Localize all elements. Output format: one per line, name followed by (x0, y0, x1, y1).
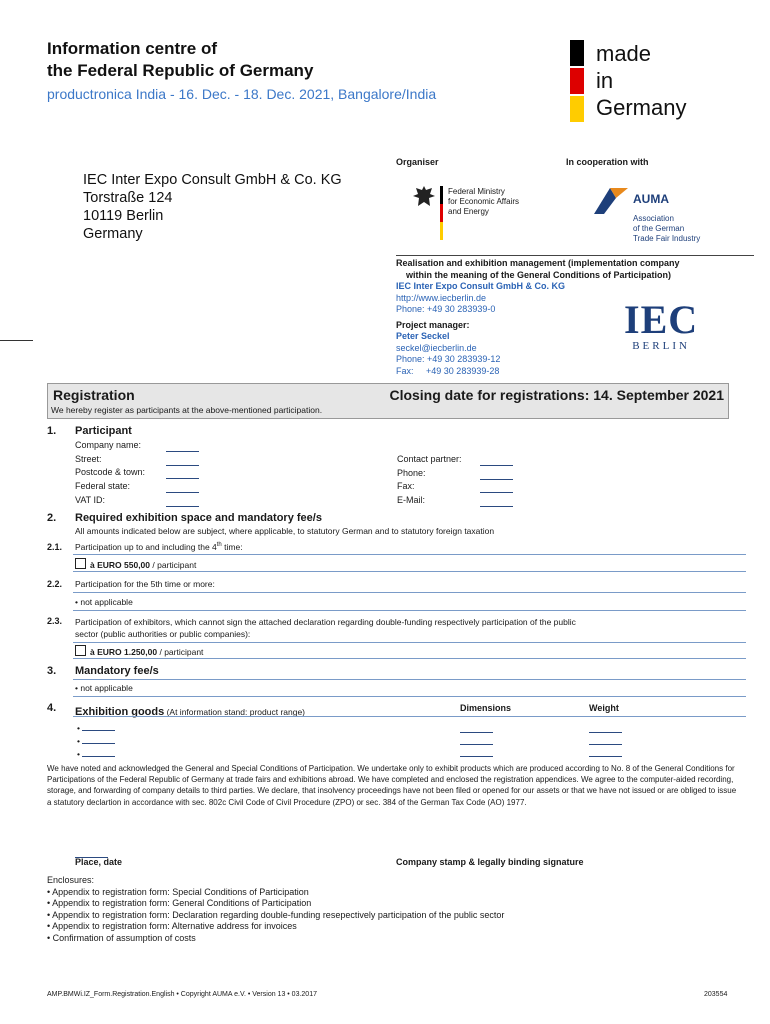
management-heading-2: within the meaning of the General Conditions of Participation) (406, 269, 672, 280)
section21-text-b: time: (221, 542, 243, 552)
bullet: • (77, 736, 80, 746)
section1-title: Participant (75, 425, 132, 437)
enclosure-item: • Appendix to registration form: General Conditions of Participation (47, 898, 312, 909)
street-label: Street: (75, 453, 102, 464)
event-subtitle: productronica India - 16. Dec. - 18. Dec. 2021, Bangalore/India (47, 86, 437, 102)
option-21 (75, 558, 196, 570)
goods-item (77, 734, 115, 747)
address-line: Torstraße 124 (83, 190, 173, 206)
iec-berlin-logo (624, 297, 699, 352)
weight-fields (589, 723, 622, 759)
dimensions-fields (460, 723, 493, 759)
rule (73, 592, 746, 593)
footer-left: AMP.BMWi.IZ_Form.Registration.English • Copyright AUMA e.V. • Version 13 • 03.2017 (47, 991, 317, 998)
enclosure-item: • Appendix to registration form: Declaration regarding double-funding resepectively participation of the public sector (47, 909, 505, 920)
footer-right: 203554 (704, 991, 728, 998)
section4-number: 4. (47, 702, 57, 714)
option-21-unit: / participant (150, 560, 197, 570)
phone-field[interactable] (480, 470, 513, 480)
section21-number: 2.1. (47, 542, 63, 552)
stamp-signature-label: Company stamp & legally binding signature (396, 857, 584, 867)
registration-title: Registration (53, 387, 135, 403)
document-title (47, 38, 313, 82)
enclosures-label: Enclosures: (47, 875, 95, 885)
weight-header: Weight (589, 703, 619, 713)
title-line-2: the Federal Republic of Germany (47, 61, 314, 80)
option-23-price: à EURO 1.250,00 (90, 647, 158, 657)
participant-right-labels (397, 453, 462, 508)
section4-title: Exhibition goods (75, 706, 165, 718)
section3-value: • not applicable (75, 683, 133, 693)
iec-berlin-text: BERLIN (632, 340, 690, 352)
address-line: 10119 Berlin (83, 208, 164, 224)
enclosure-item: • Appendix to registration form: Special Conditions of Participation (47, 886, 309, 897)
declaration-text: We have noted and acknowledged the General and Special Conditions of Participation. We undertake only to exhibit products which are produced according to No. 8 of the General Conditions for Participations of the Federal Republic of Germany at trade fairs and exhibitions abroad. We have completed and enclosed the registration appendices. We agree to the computer-aided recording, storage, and forwarding of company details to third parties. We declare, that insolvency proceedings have not been filed or opened for our assets or that we have not issued or are obliged to issue a statutory declartion in accordance with sec. 802c Civil Code of Civil Procedure (ZPO) or sec. 384 of the German Tax Code (AO) 1977. (47, 764, 737, 807)
rule (73, 716, 746, 717)
management-url[interactable]: http://www.iecberlin.de (396, 292, 487, 303)
pm-label: Project manager: (396, 319, 470, 330)
weight-field[interactable] (589, 723, 622, 733)
fold-mark (0, 340, 33, 341)
postcode-town-field[interactable] (166, 469, 199, 479)
registration-header (47, 383, 729, 419)
rule (73, 658, 746, 659)
auma-tagline (633, 214, 700, 244)
flag-red-stripe (570, 68, 584, 94)
made-in-germany-logo (570, 38, 710, 124)
place-date-label: Place, date (75, 857, 123, 867)
rule (73, 679, 746, 680)
made-in-germany-text (596, 40, 686, 121)
bmwi-line: for Economic Affairs (448, 197, 519, 206)
flag-gold-stripe (570, 96, 584, 122)
option-21-price: à EURO 550,00 (90, 560, 151, 570)
german-flag-bar (440, 186, 443, 240)
dimensions-header: Dimensions (460, 703, 512, 713)
federal-state-field[interactable] (166, 483, 199, 493)
contact-partner-field[interactable] (480, 456, 513, 466)
mig-word-made: made (596, 41, 652, 66)
company-name-field[interactable] (166, 442, 199, 452)
pm-fax-label: Fax: (396, 365, 414, 376)
section23-number: 2.3. (47, 616, 63, 626)
option-23-unit: / participant (157, 647, 204, 657)
goods-list (77, 721, 115, 760)
section22-text: Participation for the 5th time or more: (75, 579, 215, 589)
section21-text-a: Participation up to and including the 4 (75, 542, 217, 552)
company-name-label: Company name: (75, 440, 142, 450)
section3-title: Mandatory fee/s (75, 665, 159, 677)
section4-title-note: (At information stand: product range) (164, 707, 306, 717)
participant-right-inputs (480, 455, 513, 510)
pm-fax (396, 366, 680, 378)
rule (73, 571, 746, 572)
option-21-checkbox[interactable] (75, 558, 86, 569)
goods-field[interactable] (82, 721, 115, 731)
pm-email[interactable]: seckel@iecberlin.de (396, 342, 477, 353)
flag-black-stripe (570, 40, 584, 66)
section21-sup: th (216, 542, 222, 549)
organiser-label: Organiser (396, 157, 439, 167)
management-heading-1: Realisation and exhibition management (implementation company (396, 258, 680, 268)
bmwi-line: Federal Ministry (448, 187, 505, 196)
fax-label: Fax: (397, 481, 415, 492)
auma-wordmark: AUMA (633, 192, 669, 206)
section2-note: All amounts indicated below are subject, where applicable, to statutory German and to statutory foreign taxation (75, 526, 495, 536)
vat-id-label: VAT ID: (75, 494, 106, 505)
contact-partner-label: Contact partner: (397, 454, 462, 464)
pm-name: Peter Seckel (396, 331, 450, 341)
registration-note: We hereby register as participants at the above-mentioned participation. (51, 405, 323, 415)
address-line: IEC Inter Expo Consult GmbH & Co. KG (83, 172, 342, 188)
participant-left-labels (75, 439, 145, 508)
auma-line: of the German (633, 224, 685, 233)
title-line-1: Information centre of (47, 39, 218, 58)
section23-text-2: sector (public authorities or public companies): (75, 629, 251, 639)
iec-wordmark: IEC (624, 297, 699, 342)
weight-field[interactable] (589, 735, 622, 745)
vat-id-field[interactable] (166, 497, 199, 507)
section3-number: 3. (47, 665, 57, 677)
goods-field[interactable] (82, 734, 115, 744)
cooperation-label: In cooperation with (566, 157, 649, 167)
goods-item (77, 721, 115, 734)
management-phone: Phone: +49 30 283939-0 (396, 304, 496, 314)
auma-mark-icon (590, 184, 630, 218)
rule (73, 642, 746, 643)
dimensions-field[interactable] (460, 723, 493, 733)
goods-item (77, 747, 115, 760)
rule (73, 610, 746, 611)
postcode-town-label: Postcode & town: (75, 467, 146, 478)
closing-date: Closing date for registrations: 14. September 2021 (389, 387, 724, 403)
pm-phone: Phone: +49 30 283939-12 (396, 354, 501, 364)
rule (73, 696, 746, 697)
auma-line: Association (633, 214, 674, 223)
section23-text (75, 616, 576, 640)
management-divider (396, 255, 754, 256)
street-field[interactable] (166, 456, 199, 466)
management-company: IEC Inter Expo Consult GmbH & Co. KG (396, 281, 566, 291)
section23-text-1: Participation of exhibitors, which cannot sign the attached declaration regarding double-funding respectively participation of the public (75, 617, 576, 627)
bullet: • (77, 723, 80, 733)
auma-line: Trade Fair Industry (633, 234, 701, 243)
option-23-checkbox[interactable] (75, 645, 86, 656)
mig-word-germany: Germany (596, 95, 687, 120)
phone-label: Phone: (397, 467, 426, 478)
auma-logo (590, 184, 630, 223)
enclosure-item: • Confirmation of assumption of costs (47, 932, 196, 943)
federal-state-label: Federal state: (75, 481, 131, 492)
weight-field[interactable] (589, 747, 622, 757)
enclosure-item: • Appendix to registration form: Alternative address for invoices (47, 921, 297, 932)
pm-fax-value: +49 30 283939-28 (426, 365, 500, 376)
bmwi-logo (412, 184, 436, 215)
organiser-address (83, 171, 342, 243)
address-line: Germany (83, 226, 143, 242)
option-23 (75, 645, 203, 657)
section21-text (75, 542, 243, 552)
goods-field[interactable] (82, 747, 115, 757)
bmwi-line: and Energy (448, 207, 489, 216)
email-field[interactable] (480, 497, 513, 507)
dimensions-field[interactable] (460, 735, 493, 745)
dimensions-field[interactable] (460, 747, 493, 757)
section22-value: • not applicable (75, 597, 133, 607)
eagle-icon (412, 184, 436, 210)
section1-number: 1. (47, 425, 57, 437)
bullet: • (77, 749, 80, 759)
participant-left-inputs (166, 441, 199, 510)
mig-word-in: in (596, 68, 614, 93)
fax-field[interactable] (480, 483, 513, 493)
enclosures (47, 875, 504, 945)
section2-number: 2. (47, 512, 57, 524)
section22-number: 2.2. (47, 579, 63, 589)
rule (73, 554, 746, 555)
section2-title: Required exhibition space and mandatory fee/s (75, 512, 322, 524)
email-label: E-Mail: (397, 495, 426, 506)
bmwi-text (448, 187, 519, 217)
section4-heading (75, 702, 305, 720)
